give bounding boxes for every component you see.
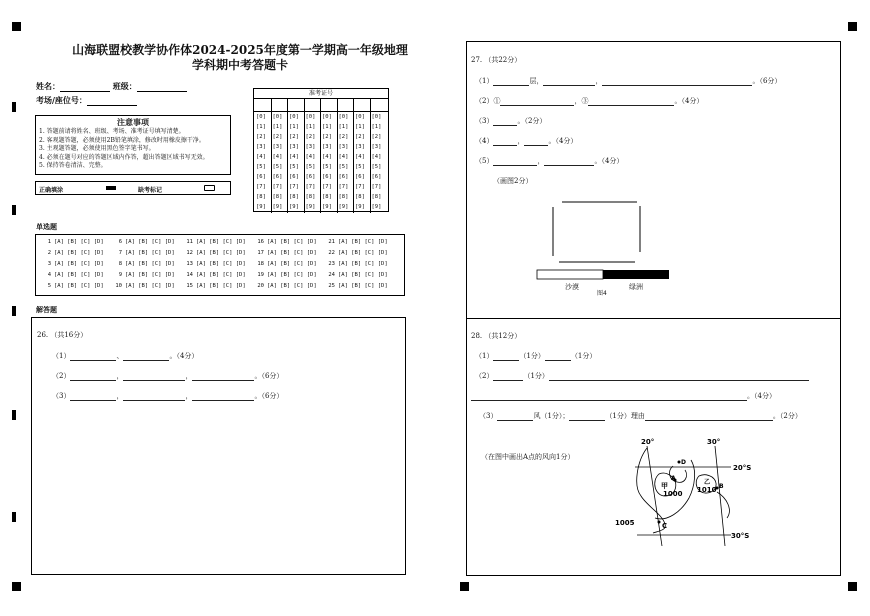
- exam-id-bubble[interactable]: [0]: [305, 114, 316, 120]
- exam-id-bubble[interactable]: [6]: [289, 174, 299, 180]
- corner-mark-tr: [848, 22, 857, 31]
- exam-id-bubble[interactable]: [3]: [338, 144, 349, 150]
- exam-id-bubble[interactable]: [0]: [256, 114, 266, 120]
- exam-id-bubble[interactable]: [9]: [289, 204, 299, 210]
- exam-id-bubble[interactable]: [6]: [338, 174, 349, 180]
- exam-id-bubble[interactable]: [0]: [322, 114, 332, 120]
- exam-id-bubble[interactable]: [9]: [305, 204, 316, 210]
- mcq-question-11[interactable]: [184, 239, 246, 245]
- mcq-question-21[interactable]: [326, 239, 388, 245]
- mcq-number: 10: [115, 283, 122, 289]
- exam-id-bubble[interactable]: [2]: [305, 134, 316, 140]
- mcq-options[interactable]: [A] [B] [C] [D]: [125, 283, 175, 289]
- fill-example-box: [35, 181, 231, 195]
- exam-id-bubble[interactable]: [8]: [338, 194, 349, 200]
- mcq-options[interactable]: [A] [B] [C] [D]: [196, 283, 246, 289]
- mcq-options[interactable]: [A] [B] [C] [D]: [267, 239, 317, 245]
- mcq-number: 13: [186, 261, 193, 267]
- exam-id-column-divider: [337, 99, 338, 213]
- fig-caption: 图4: [597, 290, 607, 297]
- exam-id-bubble[interactable]: [4]: [355, 154, 365, 160]
- name-field[interactable]: [36, 81, 187, 92]
- mcq-number: 9: [118, 272, 122, 278]
- exam-id-bubble[interactable]: [4]: [272, 154, 283, 160]
- mcq-options[interactable]: [A] [B] [C] [D]: [338, 272, 388, 278]
- corner-mark-br: [848, 582, 857, 591]
- mcq-number: 25: [328, 283, 335, 289]
- exam-id-bubble[interactable]: [0]: [355, 114, 365, 120]
- exam-id-bubble[interactable]: [1]: [256, 124, 266, 130]
- mcq-number: 8: [118, 261, 122, 267]
- exam-id-bubble[interactable]: [2]: [338, 134, 349, 140]
- map-p1000: 1000: [663, 490, 683, 498]
- exam-id-bubble[interactable]: [5]: [371, 164, 382, 170]
- exam-id-column-divider: [353, 99, 354, 213]
- mcq-number: 20: [257, 283, 264, 289]
- exam-id-bubble[interactable]: [1]: [338, 124, 349, 130]
- q26-row-1[interactable]: （1） 、 。（4分）: [52, 352, 199, 360]
- room-label: 考场/座位号：: [36, 95, 87, 105]
- exam-id-bubble[interactable]: [3]: [355, 144, 365, 150]
- exam-id-bubble[interactable]: [6]: [322, 174, 332, 180]
- exam-id-bubble[interactable]: [8]: [355, 194, 365, 200]
- exam-id-bubble[interactable]: [7]: [355, 184, 365, 190]
- exam-id-bubble[interactable]: [3]: [272, 144, 283, 150]
- exam-id-bubble[interactable]: [5]: [338, 164, 349, 170]
- exam-id-grid[interactable]: [253, 88, 389, 212]
- mcq-options[interactable]: [A] [B] [C] [D]: [267, 272, 317, 278]
- exam-id-bubble[interactable]: [1]: [305, 124, 316, 130]
- mcq-number: 14: [186, 272, 193, 278]
- exam-id-bubble[interactable]: [6]: [272, 174, 283, 180]
- figure-4-drawing[interactable]: [527, 192, 677, 302]
- mcq-options[interactable]: [A] [B] [C] [D]: [54, 283, 104, 289]
- mcq-question-17[interactable]: [255, 250, 317, 256]
- exam-id-bubble[interactable]: [9]: [355, 204, 365, 210]
- mcq-number: 7: [118, 250, 122, 256]
- exam-id-bubble[interactable]: [5]: [355, 164, 365, 170]
- mcq-question-5[interactable]: [42, 283, 104, 289]
- mcq-question-24[interactable]: [326, 272, 388, 278]
- mcq-question-9[interactable]: [113, 272, 175, 278]
- mcq-question-12[interactable]: [184, 250, 246, 256]
- notice-title: 注意事项: [117, 117, 149, 127]
- q27-draw-note: （画图2分）: [493, 177, 533, 185]
- exam-id-bubble[interactable]: [2]: [289, 134, 299, 140]
- map-c: C: [662, 522, 668, 530]
- mcq-box: [35, 234, 405, 296]
- q26-header: 26. （共16分）: [37, 331, 88, 339]
- mcq-options[interactable]: [A] [B] [C] [D]: [196, 250, 246, 256]
- exam-id-bubble[interactable]: [9]: [338, 204, 349, 210]
- page-title: [60, 43, 420, 73]
- corner-mark-tl: [12, 22, 21, 31]
- timing-mark: [12, 205, 16, 215]
- answer-section-label: 解答题: [36, 305, 57, 314]
- mcq-options[interactable]: [A] [B] [C] [D]: [338, 283, 388, 289]
- mcq-options[interactable]: [A] [B] [C] [D]: [54, 272, 104, 278]
- pressure-map[interactable]: [607, 436, 767, 551]
- mcq-question-14[interactable]: [184, 272, 246, 278]
- mcq-options[interactable]: [A] [B] [C] [D]: [54, 239, 104, 245]
- map-yi: 乙: [704, 479, 711, 486]
- exam-id-column-divider: [287, 99, 288, 213]
- map-d: D: [681, 459, 686, 466]
- exam-id-bubble[interactable]: [3]: [322, 144, 332, 150]
- missing-checkbox[interactable]: [204, 185, 215, 191]
- map-p1010: 1010: [697, 486, 717, 494]
- mcq-options[interactable]: [A] [B] [C] [D]: [338, 250, 388, 256]
- mcq-number: 5: [47, 283, 51, 289]
- exam-id-bubble[interactable]: [8]: [371, 194, 382, 200]
- exam-id-bubble[interactable]: [8]: [305, 194, 316, 200]
- exam-id-bubble[interactable]: [0]: [272, 114, 283, 120]
- notice-item: 5. 保持答卷清洁、完整。: [39, 162, 107, 169]
- exam-id-bubble[interactable]: [8]: [272, 194, 283, 200]
- exam-id-bubble[interactable]: [0]: [289, 114, 299, 120]
- q28-header: 28. （共12分）: [471, 332, 522, 340]
- exam-id-bubble[interactable]: [7]: [322, 184, 332, 190]
- mcq-number: 16: [257, 239, 264, 245]
- mcq-question-18[interactable]: [255, 261, 317, 267]
- mcq-number: 12: [186, 250, 193, 256]
- exam-id-bubble[interactable]: [5]: [305, 164, 316, 170]
- notice-item: 2. 客观题答题，必须使用2B铅笔填涂，修改时用橡皮擦干净。: [39, 136, 205, 144]
- exam-id-bubble[interactable]: [4]: [371, 154, 382, 160]
- exam-id-column-divider: [320, 99, 321, 213]
- mcq-number: 3: [47, 261, 51, 267]
- q28-row-2b[interactable]: 。（4分）: [471, 391, 776, 401]
- q28-map-note: （在图中画出A点的风向1分）: [481, 453, 575, 461]
- q27-row-4[interactable]: （4） ， 。（4分）: [475, 137, 578, 145]
- mcq-options[interactable]: [A] [B] [C] [D]: [125, 272, 175, 278]
- exam-id-bubble[interactable]: [8]: [256, 194, 266, 200]
- mcq-question-1[interactable]: [42, 239, 104, 245]
- exam-id-bubble[interactable]: [7]: [371, 184, 382, 190]
- mcq-number: 1: [47, 239, 51, 245]
- exam-id-bubble[interactable]: [3]: [289, 144, 299, 150]
- mcq-options[interactable]: [A] [B] [C] [D]: [125, 239, 175, 245]
- title-line-1: 山海联盟校教学协作体2024-2025年度第一学期高一年级地理: [72, 43, 408, 57]
- mcq-question-22[interactable]: [326, 250, 388, 256]
- mcq-options[interactable]: [A] [B] [C] [D]: [196, 239, 246, 245]
- exam-id-write-row[interactable]: [254, 99, 388, 112]
- exam-id-bubble[interactable]: [2]: [322, 134, 332, 140]
- mcq-question-2[interactable]: [42, 250, 104, 256]
- mcq-options[interactable]: [A] [B] [C] [D]: [267, 261, 317, 267]
- mcq-question-8[interactable]: [113, 261, 175, 267]
- exam-id-bubble[interactable]: [5]: [272, 164, 283, 170]
- mcq-number: 23: [328, 261, 335, 267]
- mcq-options[interactable]: [A] [B] [C] [D]: [196, 272, 246, 278]
- q27-header: 27. （共22分）: [471, 56, 522, 64]
- q27-row-3[interactable]: （3） 。（2分）: [475, 117, 547, 125]
- oasis-bar: [603, 270, 669, 279]
- missing-label: 缺考标记: [138, 187, 163, 194]
- exam-id-bubble[interactable]: [0]: [338, 114, 349, 120]
- exam-id-bubble[interactable]: [3]: [305, 144, 316, 150]
- q28-row-2[interactable]: （2） （1分）: [475, 371, 809, 381]
- q26-row-3[interactable]: （3） ， ， 。（6分）: [52, 392, 284, 400]
- mcq-number: 2: [47, 250, 51, 256]
- q26-row-2[interactable]: （2） ， ， 。（6分）: [52, 372, 284, 380]
- mcq-options[interactable]: [A] [B] [C] [D]: [267, 250, 317, 256]
- timing-mark: [12, 306, 16, 316]
- fig-desert-label: 沙漠: [565, 283, 579, 291]
- mcq-options[interactable]: [A] [B] [C] [D]: [125, 261, 175, 267]
- q26-box: [31, 317, 406, 575]
- correct-fill-swatch: [106, 186, 116, 190]
- mcq-question-7[interactable]: [113, 250, 175, 256]
- corner-mark-bl2: [460, 582, 469, 591]
- q27-row-1[interactable]: （1） 层， ， 。（6分）: [475, 77, 782, 85]
- exam-id-bubble[interactable]: [5]: [256, 164, 266, 170]
- mcq-number: 19: [257, 272, 264, 278]
- mcq-section-label: 单选题: [36, 222, 57, 231]
- exam-id-bubble[interactable]: [4]: [289, 154, 299, 160]
- point-c: [658, 521, 661, 524]
- exam-id-bubble[interactable]: [3]: [371, 144, 382, 150]
- desert-bar: [537, 270, 603, 279]
- exam-id-bubble[interactable]: [1]: [322, 124, 332, 130]
- mcq-options[interactable]: [A] [B] [C] [D]: [267, 283, 317, 289]
- exam-id-bubble[interactable]: [0]: [371, 114, 382, 120]
- exam-id-bubble[interactable]: [2]: [256, 134, 266, 140]
- exam-id-bubble[interactable]: [6]: [305, 174, 316, 180]
- exam-id-bubble[interactable]: [6]: [371, 174, 382, 180]
- exam-id-bubble[interactable]: [7]: [305, 184, 316, 190]
- exam-id-bubble[interactable]: [4]: [256, 154, 266, 160]
- mcq-question-13[interactable]: [184, 261, 246, 267]
- mcq-number: 11: [186, 239, 193, 245]
- class-label: 班级：: [112, 81, 137, 91]
- exam-id-title: 准考证号: [254, 89, 388, 99]
- exam-id-bubble[interactable]: [6]: [256, 174, 266, 180]
- notice-item: 1. 答题前请将姓名、班级、考场、准考证号填写清楚。: [39, 128, 185, 135]
- exam-id-bubble[interactable]: [2]: [272, 134, 283, 140]
- exam-id-bubble[interactable]: [9]: [322, 204, 332, 210]
- map-p1005: 1005: [615, 519, 635, 527]
- room-field[interactable]: [36, 95, 137, 106]
- exam-id-bubble[interactable]: [8]: [289, 194, 299, 200]
- q28-row-1[interactable]: （1） （1分） （1分）: [475, 352, 597, 360]
- mcq-options[interactable]: [A] [B] [C] [D]: [338, 261, 388, 267]
- fig-oasis-label: 绿洲: [629, 283, 643, 291]
- notice-item: 4. 必须在题号对应的答题区域内作答，超出答题区域书写无效。: [39, 153, 209, 161]
- q27-row-5[interactable]: （5） ， 。（4分）: [475, 157, 624, 165]
- map-lat2: 30°S: [731, 532, 750, 540]
- mcq-question-15[interactable]: [184, 283, 246, 289]
- mcq-number: 18: [257, 261, 264, 267]
- exam-id-bubble[interactable]: [9]: [272, 204, 283, 210]
- timing-mark: [12, 512, 16, 522]
- mcq-options[interactable]: [A] [B] [C] [D]: [125, 250, 175, 256]
- mcq-number: 22: [328, 250, 335, 256]
- mcq-number: 24: [328, 272, 335, 278]
- mcq-question-23[interactable]: [326, 261, 388, 267]
- exam-id-bubble[interactable]: [7]: [256, 184, 266, 190]
- map-b: B: [719, 483, 724, 490]
- mcq-number: 6: [118, 239, 122, 245]
- corner-mark-bl: [12, 582, 21, 591]
- exam-id-column-divider: [370, 99, 371, 213]
- exam-id-bubble[interactable]: [9]: [371, 204, 382, 210]
- q27-row-2[interactable]: （2）① ，③ 。（4分）: [475, 97, 704, 105]
- map-lat1: 20°S: [733, 464, 752, 472]
- mcq-question-6[interactable]: [113, 239, 175, 245]
- q28-row-3[interactable]: （3） 风（1分）； （1分）理由 。（2分）: [479, 412, 802, 420]
- mcq-options[interactable]: [A] [B] [C] [D]: [54, 250, 104, 256]
- mcq-options[interactable]: [A] [B] [C] [D]: [54, 261, 104, 267]
- map-a: A: [671, 475, 676, 482]
- exam-id-column-divider: [271, 99, 272, 213]
- map-lon2: 30°: [707, 438, 721, 446]
- notice-item: 3. 主观题答题，必须使用黑色签字笔书写。: [39, 145, 155, 152]
- mcq-question-20[interactable]: [255, 283, 317, 289]
- mcq-number: 17: [257, 250, 264, 256]
- mcq-question-16[interactable]: [255, 239, 317, 245]
- mcq-question-3[interactable]: [42, 261, 104, 267]
- exam-id-bubble[interactable]: [3]: [256, 144, 266, 150]
- mcq-number: 4: [47, 272, 51, 278]
- exam-id-bubble[interactable]: [1]: [272, 124, 283, 130]
- timing-mark: [12, 102, 16, 112]
- exam-id-bubble[interactable]: [5]: [322, 164, 332, 170]
- mcq-question-19[interactable]: [255, 272, 317, 278]
- exam-id-bubble[interactable]: [1]: [355, 124, 365, 130]
- map-lon1: 20°: [641, 438, 655, 446]
- right-answer-box: [466, 41, 841, 576]
- correct-fill-label: 正确填涂: [39, 187, 64, 194]
- exam-id-bubble[interactable]: [7]: [272, 184, 283, 190]
- q27-q28-divider: [467, 318, 840, 319]
- mcq-question-10[interactable]: [113, 283, 175, 289]
- exam-id-bubble[interactable]: [1]: [371, 124, 382, 130]
- title-line-2: 学科期中考答题卡: [191, 58, 288, 72]
- exam-id-bubble[interactable]: [8]: [322, 194, 332, 200]
- map-jia: 甲: [661, 482, 668, 490]
- exam-id-bubble[interactable]: [4]: [338, 154, 349, 160]
- exam-id-bubble[interactable]: [2]: [371, 134, 382, 140]
- name-label: 姓名：: [36, 81, 60, 91]
- exam-id-bubble[interactable]: [7]: [338, 184, 349, 190]
- mcq-question-25[interactable]: [326, 283, 388, 289]
- exam-id-column-divider: [304, 99, 305, 213]
- exam-id-bubble[interactable]: [9]: [256, 204, 266, 210]
- exam-id-bubble[interactable]: [4]: [305, 154, 316, 160]
- mcq-question-4[interactable]: [42, 272, 104, 278]
- exam-id-bubble[interactable]: [4]: [322, 154, 332, 160]
- exam-id-bubble[interactable]: [2]: [355, 134, 365, 140]
- mcq-options[interactable]: [A] [B] [C] [D]: [196, 261, 246, 267]
- exam-id-bubble[interactable]: [5]: [289, 164, 299, 170]
- mcq-number: 21: [328, 239, 335, 245]
- exam-id-bubble[interactable]: [7]: [289, 184, 299, 190]
- mcq-options[interactable]: [A] [B] [C] [D]: [338, 239, 388, 245]
- timing-mark: [12, 410, 16, 420]
- mcq-number: 15: [186, 283, 193, 289]
- notice-box: [35, 115, 231, 175]
- exam-id-bubble[interactable]: [6]: [355, 174, 365, 180]
- exam-id-bubble[interactable]: [1]: [289, 124, 299, 130]
